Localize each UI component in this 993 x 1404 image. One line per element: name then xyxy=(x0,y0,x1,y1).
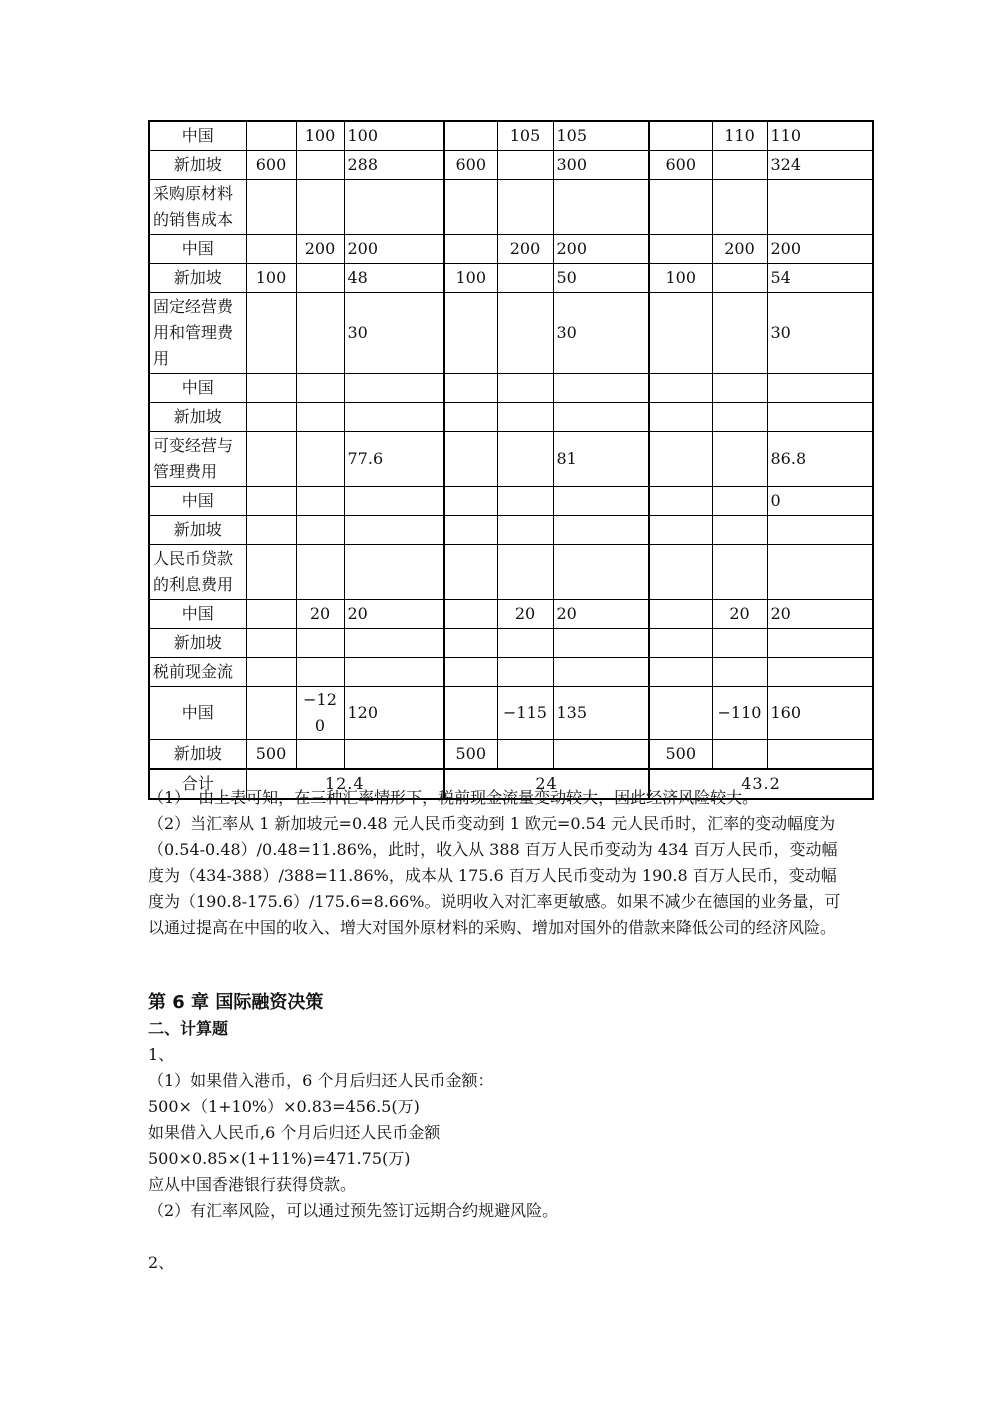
table-cell xyxy=(497,151,553,180)
table-cell xyxy=(296,740,344,770)
table-cell xyxy=(649,293,712,374)
table-cell xyxy=(712,374,767,403)
row-label: 新加坡 xyxy=(149,151,246,180)
table-cell xyxy=(553,740,649,770)
table-cell: 86.8 xyxy=(767,432,873,487)
table-cell xyxy=(246,600,296,629)
table-cell xyxy=(246,516,296,545)
table-cell xyxy=(444,516,497,545)
table-cell xyxy=(296,264,344,293)
table-cell xyxy=(296,545,344,600)
table-cell xyxy=(444,658,497,687)
table-cell: 200 xyxy=(553,235,649,264)
table-cell xyxy=(246,235,296,264)
table-cell: 30 xyxy=(344,293,444,374)
table-row xyxy=(149,264,873,293)
table-cell xyxy=(497,629,553,658)
table-cell: 105 xyxy=(553,121,649,151)
row-label: 固定经营费用和管理费用 xyxy=(149,293,246,374)
table-cell xyxy=(649,687,712,740)
table-cell: 324 xyxy=(767,151,873,180)
table-cell: 200 xyxy=(767,235,873,264)
table-cell xyxy=(649,432,712,487)
table-row xyxy=(149,516,873,545)
table-cell xyxy=(296,629,344,658)
row-label: 中国 xyxy=(149,600,246,629)
table-cell xyxy=(444,121,497,151)
table-row xyxy=(149,545,873,600)
question-1a-calc: 500×（1+10%）×0.83=456.5(万) xyxy=(148,1097,420,1116)
table-cell: 20 xyxy=(767,600,873,629)
table-cell: 500 xyxy=(444,740,497,770)
table-cell xyxy=(649,629,712,658)
table-cell: 500 xyxy=(246,740,296,770)
table-cell xyxy=(444,293,497,374)
table-row xyxy=(149,293,873,374)
question-1a-b: 如果借入人民币,6 个月后归还人民币金额 xyxy=(148,1123,441,1142)
table-row xyxy=(149,151,873,180)
table-cell xyxy=(296,487,344,516)
table-cell xyxy=(444,600,497,629)
table-cell xyxy=(444,687,497,740)
table-cell xyxy=(444,629,497,658)
row-label: 人民币贷款的利息费用 xyxy=(149,545,246,600)
table-cell xyxy=(649,121,712,151)
table-cell xyxy=(344,487,444,516)
row-label: 新加坡 xyxy=(149,264,246,293)
table-row xyxy=(149,740,873,770)
table-cell: 54 xyxy=(767,264,873,293)
question-1a-conclusion: 应从中国香港银行获得贷款。 xyxy=(148,1175,357,1194)
table-cell xyxy=(553,180,649,235)
row-label: 税前现金流 xyxy=(149,658,246,687)
table-cell xyxy=(497,740,553,770)
table-cell xyxy=(767,658,873,687)
question-2-number: 2、 xyxy=(148,1253,175,1272)
table-cell xyxy=(497,374,553,403)
section-title: 二、计算题 xyxy=(148,1019,229,1038)
table-cell xyxy=(712,403,767,432)
table-cell xyxy=(712,545,767,600)
table-cell xyxy=(712,180,767,235)
table-cell xyxy=(246,121,296,151)
table-cell: 200 xyxy=(712,235,767,264)
paragraph-2: （2）当汇率从 1 新加坡元=0.48 元人民币变动到 1 欧元=0.54 元人民币时，汇率的变动幅度为（0.54-0.48）/0.48=11.86%，此时，收入从 388 百万人民币变动为 434 百万人民币，变动幅度为（434-388）/388=11.86%，成本从 175.6 百万人民币变动为 190.8 百万人民币，变动幅度为（190.8-175.6）/175.6=8.66%。说明收入对汇率更敏感。如果不减少在德国的业务量，可以通过提高在中国的收入、增大对国外原材料的采购、增加对国外的借款来降低公司的经济风险。 xyxy=(148,814,841,937)
table-cell xyxy=(767,516,873,545)
table-cell xyxy=(444,487,497,516)
question-1b: （2）有汇率风险，可以通过预先签订远期合约规避风险。 xyxy=(148,1201,559,1220)
table-cell: 100 xyxy=(296,121,344,151)
table-cell xyxy=(767,629,873,658)
table-cell xyxy=(296,180,344,235)
row-label: 新加坡 xyxy=(149,629,246,658)
table-cell xyxy=(767,740,873,770)
table-cell xyxy=(444,403,497,432)
table-cell: 30 xyxy=(767,293,873,374)
table-row xyxy=(149,600,873,629)
table-cell xyxy=(344,658,444,687)
table-row xyxy=(149,121,873,151)
row-label: 可变经营与管理费用 xyxy=(149,432,246,487)
row-label: 中国 xyxy=(149,374,246,403)
table-row xyxy=(149,235,873,264)
table-row xyxy=(149,487,873,516)
table-cell xyxy=(649,658,712,687)
row-label: 新加坡 xyxy=(149,403,246,432)
total-value: 12.4 xyxy=(246,769,444,799)
table-cell xyxy=(553,545,649,600)
table-cell xyxy=(344,629,444,658)
table-cell xyxy=(246,658,296,687)
table-cell xyxy=(296,432,344,487)
row-label: 中国 xyxy=(149,235,246,264)
table-cell: −110 xyxy=(712,687,767,740)
table-row xyxy=(149,629,873,658)
table-row xyxy=(149,658,873,687)
table-cell: 110 xyxy=(767,121,873,151)
table-cell xyxy=(246,629,296,658)
table-cell xyxy=(497,658,553,687)
question-1a-calc2: 500×0.85×(1+11%)=471.75(万) xyxy=(148,1149,411,1168)
table-cell xyxy=(246,487,296,516)
table-cell: 0 xyxy=(767,487,873,516)
table-cell: 600 xyxy=(246,151,296,180)
table-cell xyxy=(767,180,873,235)
table-cell: 100 xyxy=(444,264,497,293)
table-cell xyxy=(553,658,649,687)
table-cell: 20 xyxy=(712,600,767,629)
table-cell xyxy=(497,545,553,600)
total-value: 43.2 xyxy=(649,769,873,799)
chapter-title: 第 6 章 国际融资决策 xyxy=(148,992,324,1013)
table-cell: 77.6 xyxy=(344,432,444,487)
table-cell xyxy=(649,600,712,629)
table-cell xyxy=(712,432,767,487)
table-cell xyxy=(246,293,296,374)
table-cell: 20 xyxy=(553,600,649,629)
total-value: 24 xyxy=(444,769,649,799)
table-cell: 200 xyxy=(296,235,344,264)
table-cell xyxy=(246,374,296,403)
table-cell xyxy=(767,545,873,600)
row-label: 中国 xyxy=(149,687,246,740)
table-cell xyxy=(712,658,767,687)
table-cell: 20 xyxy=(497,600,553,629)
table-cell xyxy=(246,403,296,432)
table-cell xyxy=(296,658,344,687)
cash-flow-table xyxy=(148,120,874,800)
table-cell: 100 xyxy=(344,121,444,151)
table-cell xyxy=(497,487,553,516)
table-cell xyxy=(649,487,712,516)
paragraph-1: （1） 由上表可知，在三种汇率情形下，税前现金流量变动较大，因此经济风险较大。 xyxy=(148,788,759,807)
table-cell xyxy=(296,374,344,403)
table-cell xyxy=(553,629,649,658)
table-cell: 48 xyxy=(344,264,444,293)
table-cell xyxy=(344,516,444,545)
table-cell: 20 xyxy=(344,600,444,629)
table-cell xyxy=(553,516,649,545)
table-cell xyxy=(444,432,497,487)
table-cell xyxy=(649,545,712,600)
table-cell xyxy=(649,180,712,235)
table-cell xyxy=(767,403,873,432)
table-cell xyxy=(344,740,444,770)
table-cell xyxy=(296,403,344,432)
table-cell: 105 xyxy=(497,121,553,151)
table-cell xyxy=(344,180,444,235)
table-cell: 600 xyxy=(649,151,712,180)
table-cell xyxy=(767,374,873,403)
table-cell xyxy=(296,516,344,545)
row-label: 新加坡 xyxy=(149,516,246,545)
table-cell xyxy=(712,293,767,374)
table-cell xyxy=(712,487,767,516)
table-cell: 81 xyxy=(553,432,649,487)
table-cell xyxy=(296,293,344,374)
table-row xyxy=(149,403,873,432)
table-cell: 160 xyxy=(767,687,873,740)
table-cell xyxy=(444,180,497,235)
table-cell: 30 xyxy=(553,293,649,374)
table-cell: 50 xyxy=(553,264,649,293)
row-label: 中国 xyxy=(149,487,246,516)
row-label: 中国 xyxy=(149,121,246,151)
table-row xyxy=(149,180,873,235)
table-cell: −115 xyxy=(497,687,553,740)
table-cell: 500 xyxy=(649,740,712,770)
table-cell xyxy=(344,403,444,432)
question-1-number: 1、 xyxy=(148,1045,175,1064)
table-cell: 120 xyxy=(344,687,444,740)
table-cell xyxy=(553,403,649,432)
table-cell xyxy=(497,516,553,545)
table-cell xyxy=(246,180,296,235)
table-cell xyxy=(553,487,649,516)
total-label: 合计 xyxy=(149,769,246,799)
table-cell xyxy=(246,687,296,740)
table-row xyxy=(149,432,873,487)
table-cell xyxy=(246,432,296,487)
table-cell: 135 xyxy=(553,687,649,740)
table-cell: 100 xyxy=(246,264,296,293)
row-label: 新加坡 xyxy=(149,740,246,770)
table-row xyxy=(149,374,873,403)
table-cell xyxy=(444,374,497,403)
table-cell: 100 xyxy=(649,264,712,293)
table-cell xyxy=(712,151,767,180)
table-cell xyxy=(344,545,444,600)
table-cell xyxy=(444,235,497,264)
chapter-section xyxy=(148,990,848,1276)
table-cell: −120 xyxy=(296,687,344,740)
table-cell xyxy=(553,374,649,403)
table-cell xyxy=(649,235,712,264)
table-cell xyxy=(497,264,553,293)
row-label: 采购原材料的销售成本 xyxy=(149,180,246,235)
table-cell xyxy=(246,545,296,600)
table-cell: 600 xyxy=(444,151,497,180)
table-cell xyxy=(712,516,767,545)
body-text xyxy=(148,785,848,941)
table-cell xyxy=(344,374,444,403)
table-cell xyxy=(712,629,767,658)
table-cell xyxy=(296,151,344,180)
table-body xyxy=(149,121,873,799)
table-cell xyxy=(497,403,553,432)
table-cell xyxy=(712,264,767,293)
table-cell xyxy=(444,545,497,600)
table-cell xyxy=(649,374,712,403)
table-cell xyxy=(649,403,712,432)
question-1a: （1）如果借入港币，6 个月后归还人民币金额： xyxy=(148,1071,494,1090)
table-cell xyxy=(649,516,712,545)
table-cell xyxy=(497,432,553,487)
table-cell: 300 xyxy=(553,151,649,180)
table-cell xyxy=(497,293,553,374)
table-cell: 200 xyxy=(497,235,553,264)
table-row xyxy=(149,687,873,740)
table-cell xyxy=(497,180,553,235)
table-cell: 20 xyxy=(296,600,344,629)
table-cell xyxy=(712,740,767,770)
table-cell: 288 xyxy=(344,151,444,180)
table-cell: 200 xyxy=(344,235,444,264)
table-cell: 110 xyxy=(712,121,767,151)
